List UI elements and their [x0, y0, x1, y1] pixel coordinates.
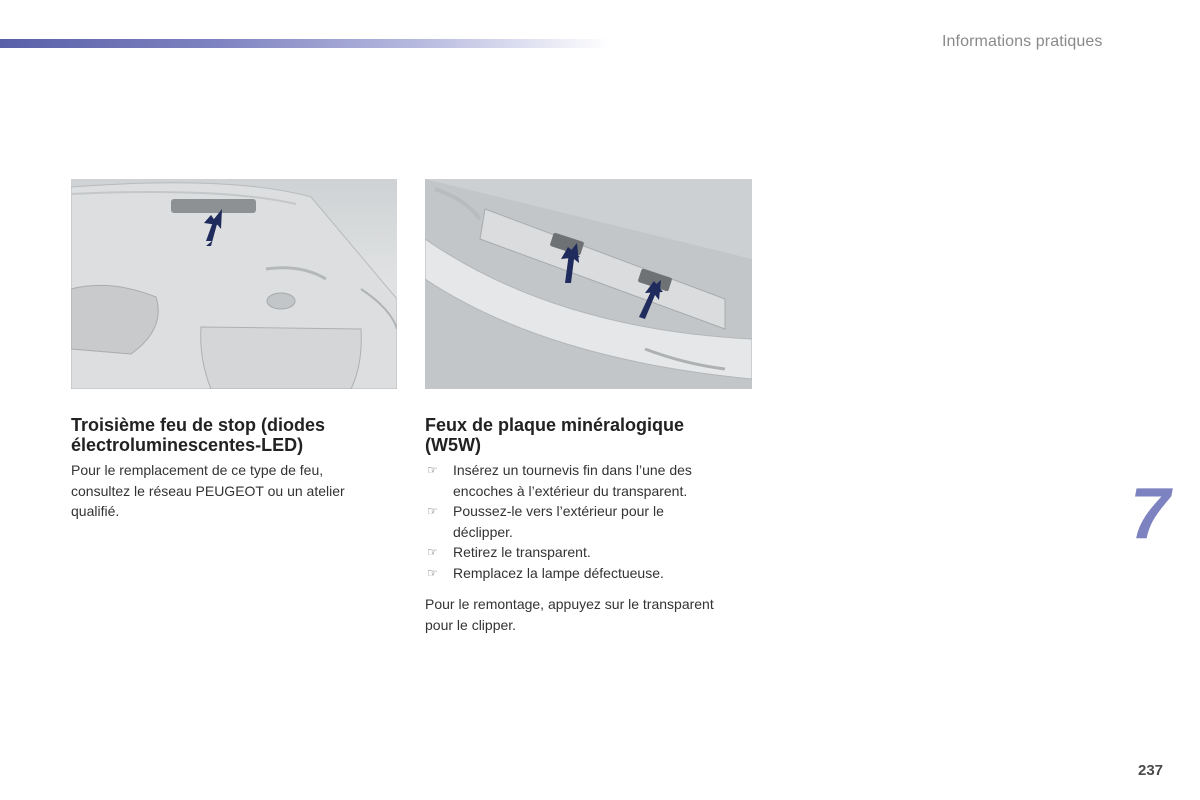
body-line: pour le clipper. [425, 616, 517, 633]
body-line: consultez le réseau PEUGEOT ou un atelier [71, 482, 345, 499]
pointing-hand-icon: ☞ [427, 565, 438, 580]
title-line: (W5W) [425, 435, 481, 455]
list-item [425, 501, 755, 542]
list-item [425, 460, 755, 501]
body-line: qualifié. [71, 503, 120, 519]
license-plate-lamp-illustration [425, 179, 752, 389]
step-text: Insérez un tournevis fin dans l’une des [453, 462, 692, 478]
third-brake-light-title [71, 415, 391, 455]
step-text: Poussez-le vers l’extérieur pour le [453, 503, 664, 519]
title-line: Feux de plaque minéralogique [425, 415, 685, 435]
list-item [425, 542, 755, 563]
license-plate-lamp-section [425, 415, 755, 635]
pointing-hand-icon: ☞ [427, 463, 438, 477]
third-brake-light-illustration [71, 179, 397, 389]
body-line: Pour le remontage, appuyez sur le transparent [425, 596, 714, 612]
title-line: Troisième feu de stop (diodes [71, 415, 326, 435]
list-item [425, 563, 755, 584]
step-text: déclipper. [453, 523, 513, 540]
instruction-list [425, 460, 755, 583]
step-text: encoches à l’extérieur du transparent. [453, 482, 688, 499]
reassembly-note [425, 594, 755, 635]
third-brake-light-body [71, 460, 391, 522]
pointing-hand-icon: ☞ [427, 504, 438, 518]
chapter-number: 7 [1130, 474, 1171, 554]
header-accent-bar [0, 39, 610, 48]
step-text: Retirez le transparent. [453, 544, 591, 560]
step-text: Remplacez la lampe défectueuse. [453, 564, 664, 581]
section-title: Informations pratiques [942, 33, 1103, 50]
third-brake-light-section [71, 415, 391, 522]
pointing-hand-icon: ☞ [427, 545, 438, 559]
page-number: 237 [1138, 762, 1164, 779]
body-line: Pour le remplacement de ce type de feu, [71, 462, 324, 478]
license-plate-lamp-title [425, 415, 755, 455]
title-line: électroluminescentes-LED) [71, 435, 304, 455]
